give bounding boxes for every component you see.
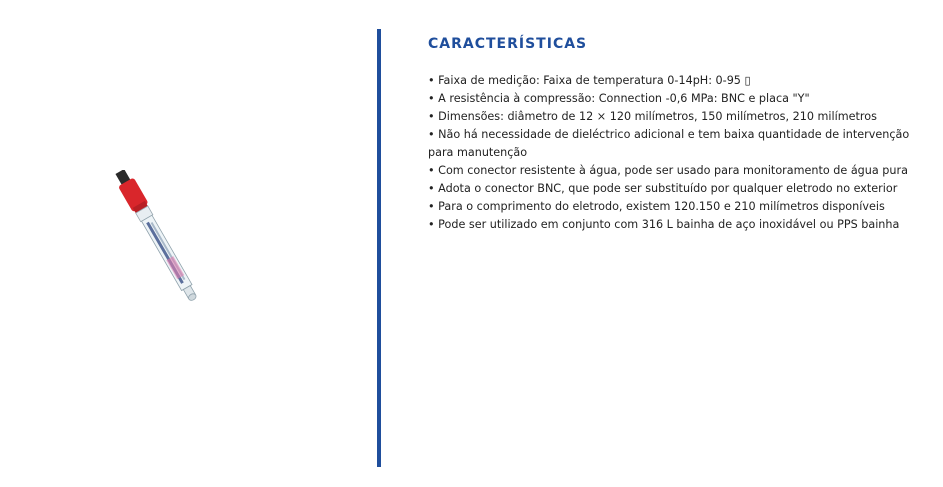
section-title: CARACTERÍSTICAS — [428, 36, 588, 52]
features-list — [428, 72, 928, 234]
features-section — [428, 36, 928, 234]
feature-item: • Não há necessidade de dieléctrico adicional e tem baixa quantidade de intervenção para manutenção — [428, 128, 910, 159]
product-image-panel — [0, 0, 377, 487]
feature-item: • Dimensões: diâmetro de 12 × 120 milímetros, 150 milímetros, 210 milímetros — [428, 110, 877, 123]
feature-item: • Para o comprimento do eletrodo, existem 120.150 e 210 milímetros disponíveis — [428, 200, 885, 213]
feature-item: • Com conector resistente à água, pode ser usado para monitoramento de água pura — [428, 164, 908, 177]
ph-electrode-image — [100, 170, 240, 320]
feature-item: • A resistência à compressão: Connection -0,6 MPa: BNC e placa "Y" — [428, 92, 810, 105]
feature-item: • Faixa de medição: Faixa de temperatura 0-14pH: 0-95 ▯ — [428, 74, 751, 87]
vertical-divider — [377, 29, 381, 467]
feature-item: • Pode ser utilizado em conjunto com 316 L bainha de aço inoxidável ou PPS bainha — [428, 218, 900, 231]
feature-item: • Adota o conector BNC, que pode ser substituído por qualquer eletrodo no exterior — [428, 182, 898, 195]
